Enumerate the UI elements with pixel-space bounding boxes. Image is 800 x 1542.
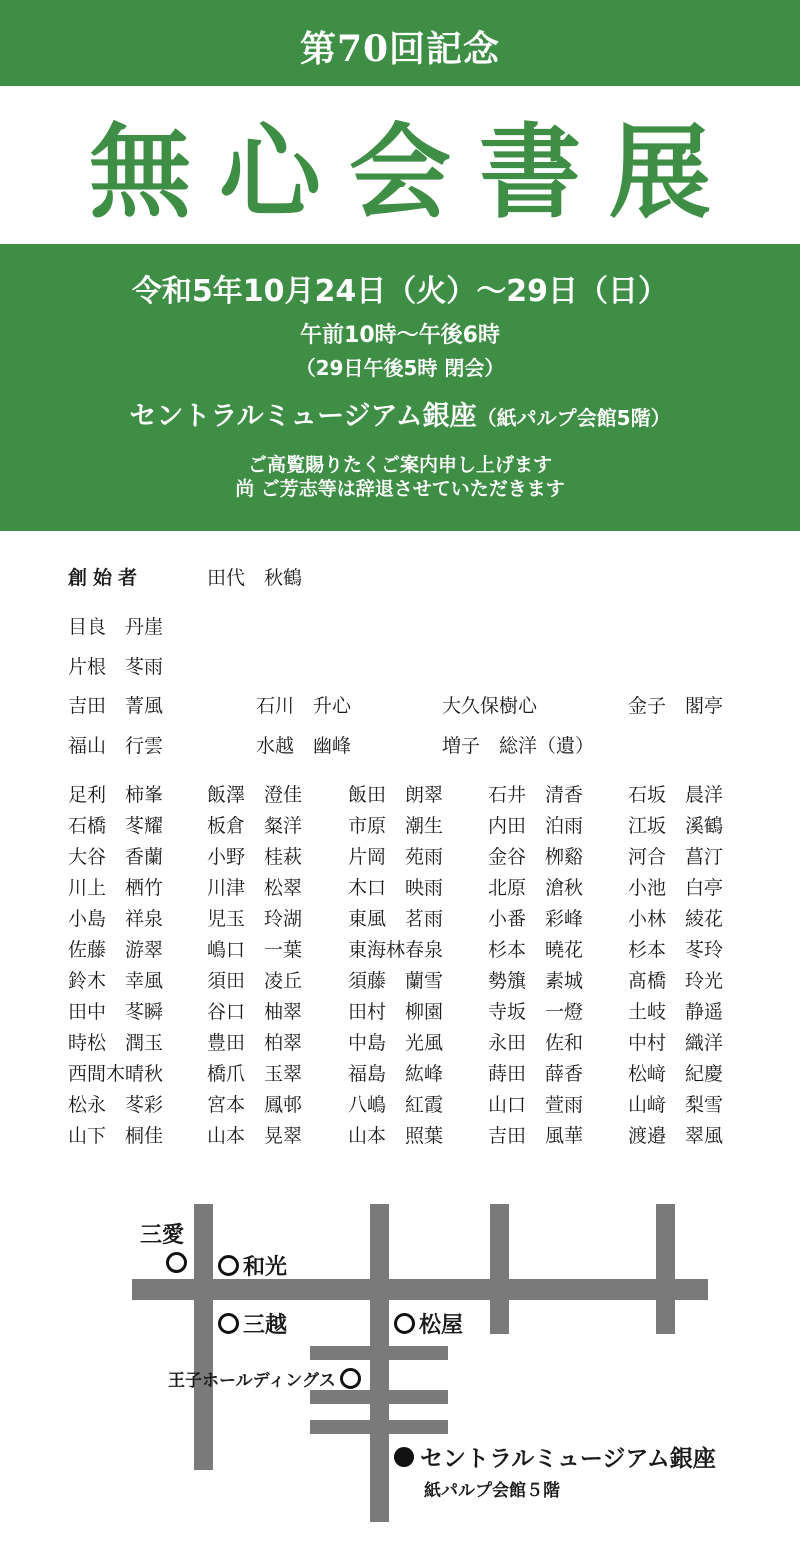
road-vertical-2: [370, 1204, 389, 1522]
member-name: 石坂 晨洋: [628, 784, 724, 806]
landmark-sanai-marker: [166, 1252, 191, 1273]
opening-hours: 午前10時〜午後6時: [300, 323, 500, 348]
member-name: 吉田 菁風: [68, 695, 164, 717]
member-row: [0, 997, 800, 1025]
member-row: [0, 1028, 800, 1056]
landmark-label: 紙パルプ会館５階: [424, 1481, 560, 1501]
member-row: [0, 1090, 800, 1118]
founder-label: 創始者: [68, 567, 144, 589]
member-row: [0, 842, 800, 870]
member-name: 山下 桐佳: [68, 1125, 164, 1147]
road-side-2: [310, 1390, 448, 1404]
member-name: 川津 松翠: [207, 877, 303, 899]
member-name: 小池 白亭: [628, 877, 724, 899]
member-name: 山本 晃翠: [207, 1125, 303, 1147]
member-name: 北原 滄秋: [488, 877, 584, 899]
landmark-label: 和光: [243, 1255, 288, 1280]
member-name: 渡邉 翠風: [628, 1125, 724, 1147]
anniversary-kicker: 第70回記念: [299, 27, 501, 70]
landmark-venue: [394, 1440, 716, 1473]
member-name: 金子 閣亭: [628, 695, 724, 717]
senior-row: [0, 691, 800, 719]
member-name: 足利 柿峯: [68, 784, 164, 806]
member-name: 田村 柳園: [348, 1001, 444, 1023]
member-name: 佐藤 游翠: [68, 939, 164, 961]
member-name: 土岐 静遥: [628, 1001, 724, 1023]
member-name: 東風 茗雨: [348, 908, 444, 930]
circle-marker-icon: [218, 1255, 239, 1276]
member-name: 飯田 朗翠: [348, 784, 444, 806]
title-area: [0, 86, 800, 244]
member-name: 石川 升心: [256, 695, 352, 717]
member-name: 片岡 苑雨: [348, 846, 444, 868]
member-row: [0, 904, 800, 932]
landmark-label: 松屋: [419, 1313, 464, 1338]
member-name: 杉本 苳玲: [628, 939, 724, 961]
member-name: 片根 苳雨: [68, 656, 164, 678]
member-name: 石橋 苳耀: [68, 815, 164, 837]
landmark-label: 三愛: [140, 1223, 185, 1248]
venue-name: セントラルミュージアム銀座: [129, 401, 477, 432]
circle-marker-icon: [394, 1313, 415, 1334]
member-row: [0, 811, 800, 839]
member-name: 杉本 曉花: [488, 939, 584, 961]
member-row: [0, 873, 800, 901]
landmark-oji: [168, 1366, 361, 1391]
circle-marker-icon: [218, 1313, 239, 1334]
member-name: 板倉 粲洋: [207, 815, 303, 837]
landmark-sanai: [140, 1218, 184, 1249]
road-vertical-4: [656, 1204, 675, 1334]
senior-row: [0, 612, 800, 640]
member-name: 金谷 栁谿: [488, 846, 584, 868]
member-name: 川上 栖竹: [68, 877, 164, 899]
member-name: 松﨑 紀慶: [628, 1063, 724, 1085]
member-name: 石井 清香: [488, 784, 584, 806]
member-row: [0, 935, 800, 963]
road-vertical-3: [490, 1204, 509, 1334]
member-name: 鈴木 幸風: [68, 970, 164, 992]
member-name: 小島 祥泉: [68, 908, 164, 930]
senior-row: [0, 731, 800, 759]
member-name: 八嶋 紅霞: [348, 1094, 444, 1116]
access-map: [0, 1180, 800, 1520]
member-name: 蒔田 薛香: [488, 1063, 584, 1085]
member-row: [0, 1121, 800, 1149]
member-row: [0, 966, 800, 994]
closing-note: （29日午後5時 閉会）: [295, 356, 505, 380]
member-name: 児玉 玲湖: [207, 908, 303, 930]
landmark-label: セントラルミュージアム銀座: [420, 1446, 716, 1472]
exhibition-title: 無心会書展: [89, 113, 739, 233]
member-name: 嶋口 一葉: [207, 939, 303, 961]
member-name: 宮本 鳳邨: [207, 1094, 303, 1116]
member-name: 山本 照葉: [348, 1125, 444, 1147]
member-row: [0, 780, 800, 808]
landmark-venue-sub: [424, 1476, 560, 1501]
member-name: 福山 行雲: [68, 735, 164, 757]
circle-marker-icon: [166, 1252, 187, 1273]
member-name: 山口 萱雨: [488, 1094, 584, 1116]
venue-marker-icon: [394, 1447, 414, 1467]
member-name: 木口 映雨: [348, 877, 444, 899]
member-name: 福島 紘峰: [348, 1063, 444, 1085]
landmark-mitsukoshi: [218, 1308, 287, 1339]
member-name: 増子 総洋（遺）: [442, 735, 595, 757]
member-name: 小野 桂萩: [207, 846, 303, 868]
member-name: 小番 彩峰: [488, 908, 584, 930]
greeting-line-2: 尚 ご芳志等は辞退させていただきます: [235, 478, 565, 500]
landmark-matsuya: [394, 1308, 463, 1339]
landmark-label: 三越: [243, 1313, 288, 1338]
member-name: 時松 潤玉: [68, 1032, 164, 1054]
landmark-label: 王子ホールディングス: [168, 1371, 336, 1391]
member-row: [0, 1059, 800, 1087]
member-name: 山﨑 梨雪: [628, 1094, 724, 1116]
road-main-horizontal: [132, 1279, 708, 1300]
member-name: 勢籏 素城: [488, 970, 584, 992]
member-name: 大谷 香蘭: [68, 846, 164, 868]
venue-note: （紙パルプ会館5階）: [476, 406, 671, 430]
venue-line: [0, 394, 800, 433]
member-name: 市原 潮生: [348, 815, 444, 837]
member-name: 目良 丹崖: [68, 616, 164, 638]
member-name: 谷口 柚翠: [207, 1001, 303, 1023]
member-name: 豊田 柏翠: [207, 1032, 303, 1054]
member-name: 橋爪 玉翠: [207, 1063, 303, 1085]
member-name: 内田 泊雨: [488, 815, 584, 837]
road-side-1: [310, 1346, 448, 1360]
member-name: 須藤 蘭雪: [348, 970, 444, 992]
member-name: 吉田 風華: [488, 1125, 584, 1147]
member-name: 須田 凌丘: [207, 970, 303, 992]
member-name: 髙橋 玲光: [628, 970, 724, 992]
landmark-wako: [218, 1250, 287, 1281]
greeting-line-1: ご高覧賜りたくご案内申し上げます: [247, 454, 552, 476]
member-name: 水越 幽峰: [256, 735, 352, 757]
member-name: 河合 菖汀: [628, 846, 724, 868]
member-name: 飯澤 澄佳: [207, 784, 303, 806]
member-name: 江坂 溪鶴: [628, 815, 724, 837]
road-vertical-1: [194, 1204, 213, 1470]
member-name: 西間木晴秋: [68, 1063, 164, 1085]
road-side-3: [310, 1420, 448, 1434]
member-name: 寺坂 一燈: [488, 1001, 584, 1023]
founder-row: [0, 563, 800, 591]
circle-marker-icon: [340, 1368, 361, 1389]
senior-row: [0, 652, 800, 680]
exhibition-dates: 令和5年10月24日（火）〜29日（日）: [131, 274, 669, 309]
member-name: 大久保樹心: [442, 695, 538, 717]
member-name: 永田 佐和: [488, 1032, 584, 1054]
header-band: [0, 0, 800, 86]
member-name: 松永 苳彩: [68, 1094, 164, 1116]
founder-name: 田代 秋鶴: [207, 567, 303, 589]
member-name: 東海林春泉: [348, 939, 444, 961]
member-name: 中島 光風: [348, 1032, 444, 1054]
member-name: 田中 苳瞬: [68, 1001, 164, 1023]
member-name: 中村 織洋: [628, 1032, 724, 1054]
member-name: 小林 綾花: [628, 908, 724, 930]
